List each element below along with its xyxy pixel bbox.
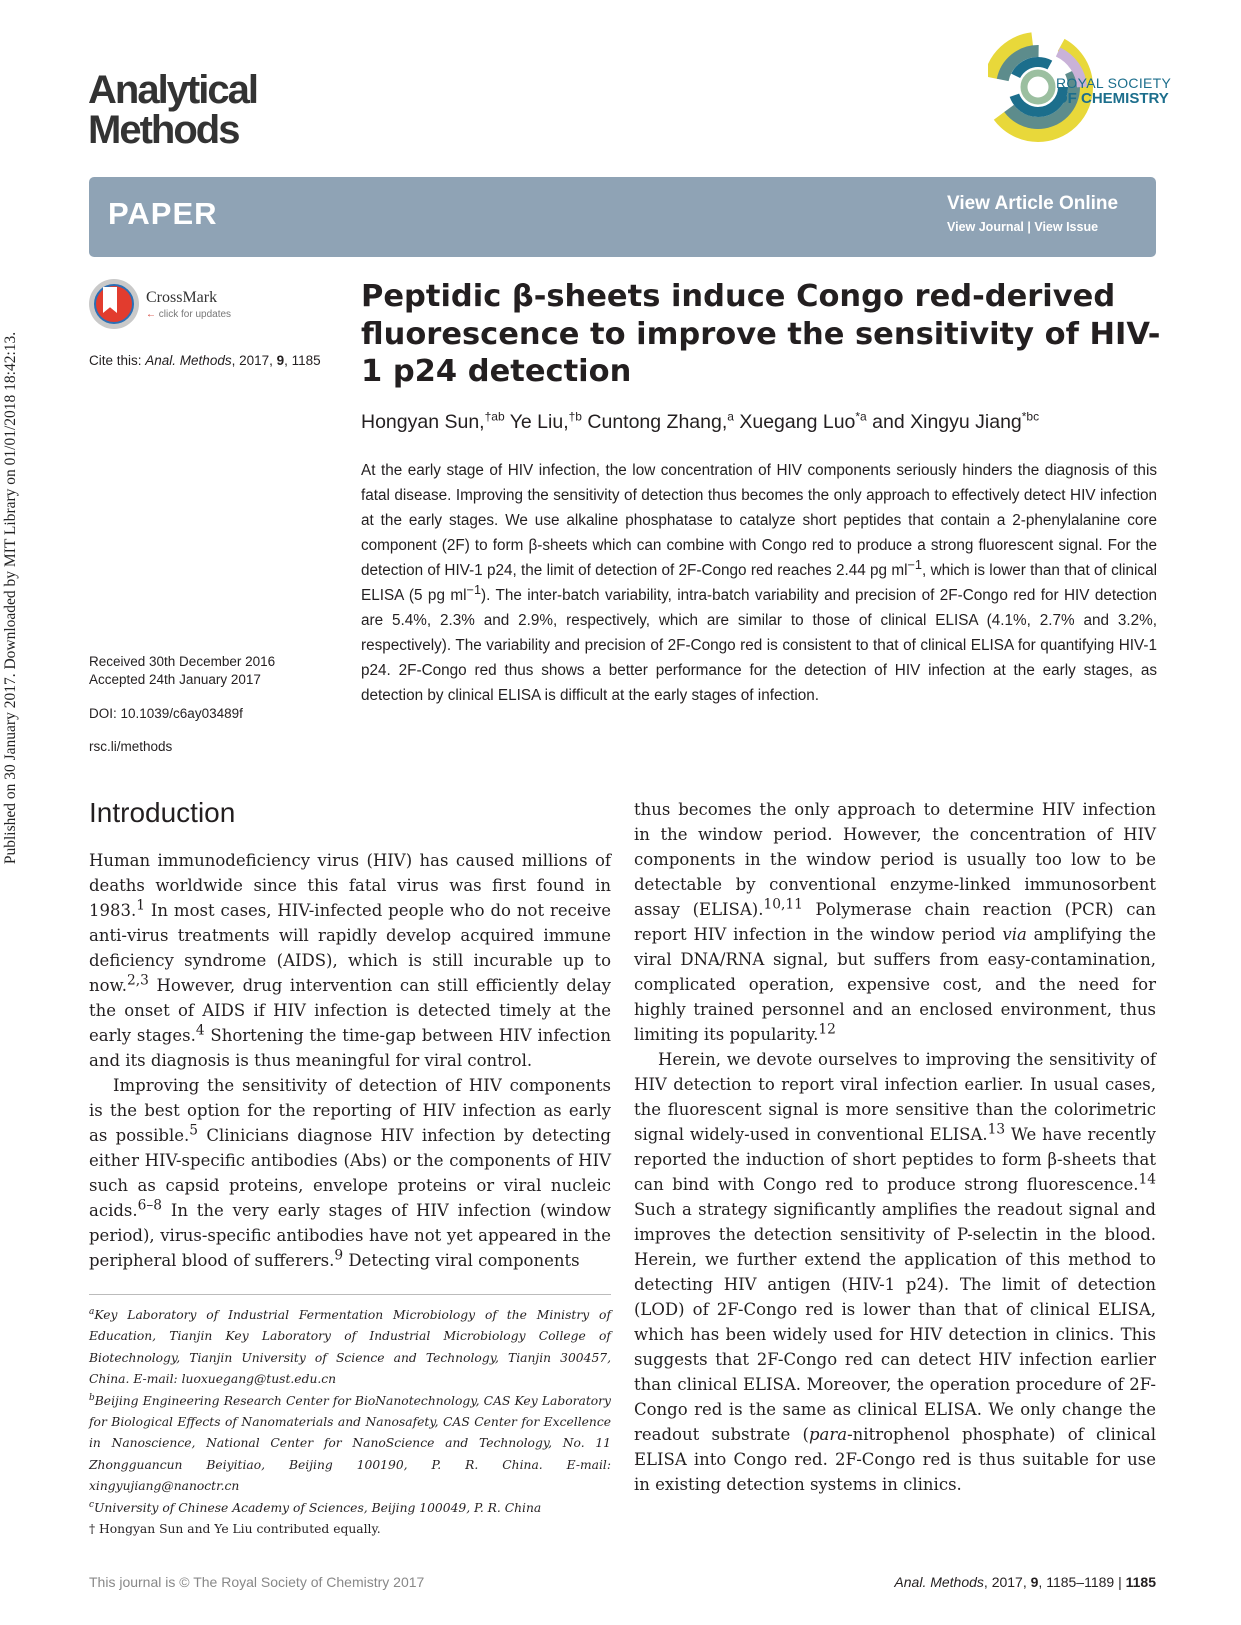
reference-link[interactable]: 2,3 (126, 972, 149, 989)
reference-link[interactable]: 13 (987, 1121, 1006, 1138)
author: Xuegang Luo (733, 411, 856, 433)
footnote-divider (89, 1294, 611, 1295)
footnote-dagger: † Hongyan Sun and Ye Liu contributed equally. (89, 1522, 381, 1537)
citation: Cite this: Anal. Methods, 2017, 9, 1185 (89, 353, 321, 368)
view-issue-link[interactable]: View Issue (1034, 220, 1099, 234)
journal-title-line1: Analytical (88, 68, 257, 112)
author: Ye Liu, (504, 411, 569, 433)
received-date: Received 30th December 2016 (89, 654, 276, 669)
view-journal-link[interactable]: View Journal (947, 220, 1024, 234)
article-title: Peptidic β-sheets induce Congo red-derived fluorescence to improve the sensitivity of HIV-1 p24 detection (361, 279, 1161, 389)
journal-title (88, 70, 257, 150)
author: Cuntong Zhang, (581, 411, 728, 433)
abstract: At the early stage of HIV infection, the low concentration of HIV components seriously hinders the diagnosis of this fatal disease. Improving the sensitivity of detection thus becomes the only approach to effectively detect HIV infection at the early stages. We use alkaline phosphatase to catalyze short peptides that contain a 2-phenylalanine core component (2F) to form β-sheets which can combine with Congo red to produce a strong fluorescent signal. For the detection of HIV-1 p24, the limit of detection of 2F-Congo red reaches 2.44 pg $ml^{-1}$, which is lower than that of clinical ELISA (5 pg $ml^{-1}$). The inter-batch variability, intra-batch variability and precision of 2F-Congo red for HIV detection are 5.4%, 2.3% and 2.9%, respectively, which are similar to those of clinical ELISA (4.1%, 2.7% and 3.2%, respectively). The variability and precision of 2F-Congo red is consistent to that of clinical ELISA for quantifying HIV-1 p24. 2F-Congo red thus shows a better performance for the detection of HIV infection at the early stages, as detection by clinical ELISA is difficult at the early stages of infection. (361, 462, 1157, 704)
arrow-left-icon: ← (146, 309, 156, 320)
view-article-online-link[interactable]: View Article Online (947, 193, 1119, 214)
paragraph: Herein, we devote ourselves to improving the sensitivity of HIV detection to report viral infection earlier. In usual cases, the fluorescent signal is more sensitive than the colorimetric signal widely-used in conventional ELISA.$^{13}$ We have recently reported the induction of short peptides to form β-sheets that can bind with Congo red to produce strong fluorescence.$^{14}$ Such a strategy significantly amplifies the readout signal and improves the detection sensitivity of P-selectin in the blood. Herein, we further extend the application of this method to detecting HIV antigen (HIV-1 p24). The limit of detection (LOD) of 2F-Congo red is lower than that of clinical ELISA, which has been widely used for HIV detection in clinics. This suggests that 2F-Congo red can detect HIV infection earlier than clinical ELISA. Moreover, the operation procedure of 2F-Congo red is the same as clinical ELISA. We only change the readout substrate (para-nitrophenol phosphate) of clinical ELISA into Congo red. 2F-Congo red is thus suitable for use in existing detection systems in clinics. (634, 1050, 1156, 1494)
body-column-right (634, 797, 1156, 1497)
dates (89, 653, 275, 689)
reference-link[interactable]: 6–8 (137, 1197, 163, 1214)
crossmark-label: CrossMark (146, 289, 218, 306)
accepted-date: Accepted 24th January 2017 (89, 672, 261, 687)
section-heading-introduction: Introduction (89, 797, 236, 828)
reference-link[interactable]: 12 (818, 1021, 836, 1038)
doi[interactable]: DOI: 10.1039/c6ay03489f (89, 706, 243, 721)
footer-copyright: This journal is © The Royal Society of Chemistry 2017 (89, 1574, 425, 1590)
view-links (947, 220, 1098, 234)
reference-link[interactable]: 10,11 (763, 896, 803, 913)
rsc-logo-text: ROYAL SOCIETY OF CHEMISTRY (1056, 75, 1172, 107)
crossmark-badge[interactable] (89, 279, 239, 329)
body-column-left (89, 848, 611, 1273)
journal-title-line2: Methods (88, 108, 239, 152)
footer-citation: Anal. Methods, 2017, 9, 1185–1189 | 1185 (894, 1574, 1156, 1590)
footnote-b: $^b$Beijing Engineering Research Center for BioNanotechnology, CAS Key Laboratory for Biological Effects of Nanomaterials and Nanosafety, CAS Center for Excellence in Nanoscience, National Center for NanoScience and Technology, No. 11 Zhongguancun Beiyitiao, Beijing 100190, P. R. China. E-mail: xingyujiang@nanoctr.cn (89, 1392, 611, 1494)
affiliation-footnotes (89, 1305, 611, 1540)
article-type-label: PAPER (108, 196, 218, 231)
article-type-banner (89, 177, 1156, 257)
link-separator: | (1023, 220, 1035, 234)
reference-link[interactable]: 1 (136, 897, 145, 914)
reference-link[interactable]: 4 (195, 1022, 205, 1039)
journal-link[interactable]: rsc.li/methods (89, 739, 173, 754)
reference-link[interactable]: 14 (1138, 1171, 1156, 1188)
page-number: 1185 (1125, 1574, 1156, 1590)
reference-link[interactable]: 9 (334, 1247, 344, 1264)
download-stamp: Published on 30 January 2017. Downloaded by MIT Library on 01/01/2018 18:42:13. (2, 331, 19, 865)
footnote-c: $^c$University of Chinese Academy of Sciences, Beijing 100049, P. R. China (89, 1499, 542, 1515)
paragraph: Improving the sensitivity of detection of HIV components is the best option for the reporting of HIV infection as early as possible.$^5$ Clinicians diagnose HIV infection by detecting either HIV-specific antibodies (Abs) or the components of HIV such as capsid proteins, envelope proteins or viral nucleic acids.$^{6-8}$ In the very early stages of HIV infection (window period), virus-specific antibodies have not yet appeared in the peripheral blood of sufferers.$^9$ Detecting viral components (89, 1076, 611, 1270)
reference-link[interactable]: 5 (189, 1122, 198, 1139)
paragraph: thus becomes the only approach to determine HIV infection in the window period. However, the concentration of HIV components in the window period is usually too low to be detectable by conventional enzyme-linked immunosorbent assay (ELISA).$^{10,11}$ Polymerase chain reaction (PCR) can report HIV infection in the window period via amplifying the viral DNA/RNA signal, but suffers from easy-contamination, complicated operation, expensive cost, and the need for highly trained personnel and an enclosed environment, thus limiting its popularity.$^{12}$ (634, 800, 1156, 1044)
author: Hongyan Sun, (361, 411, 485, 433)
footnote-a: $^a$Key Laboratory of Industrial Fermentation Microbiology of the Ministry of Education, Tianjin Key Laboratory of Industrial Microbiology College of Biotechnology, Tianjin University of Science and Technology, Tianjin 300457, China. E-mail: luoxuegang@tust.edu.cn (89, 1306, 611, 1387)
crossmark-icon (89, 279, 139, 329)
author: and Xingyu Jiang (866, 411, 1022, 433)
crossmark-sub: ← click for updates (146, 309, 232, 320)
author-list: Hongyan Sun,$^{\dagger ab}$ Ye Liu,$^{\dagger b}$ Cuntong Zhang,$^a$ Xuegang Luo$^{*a}$ and Xingyu Jiang$^{*bc}$ (361, 409, 1040, 433)
paragraph: Human immunodeficiency virus (HIV) has caused millions of deaths worldwide since this fatal virus was first found in 1983.$^1$ In most cases, HIV-infected people who do not receive anti-virus treatments will rapidly develop acquired immune deficiency syndrome (AIDS), which is still incurable up to now.$^{2,3}$ However, drug intervention can still efficiently delay the onset of AIDS if HIV infection is detected timely at the early stages.$^4$ Shortening the time-gap between HIV infection and its diagnosis is thus meaningful for viral control. (89, 851, 611, 1070)
